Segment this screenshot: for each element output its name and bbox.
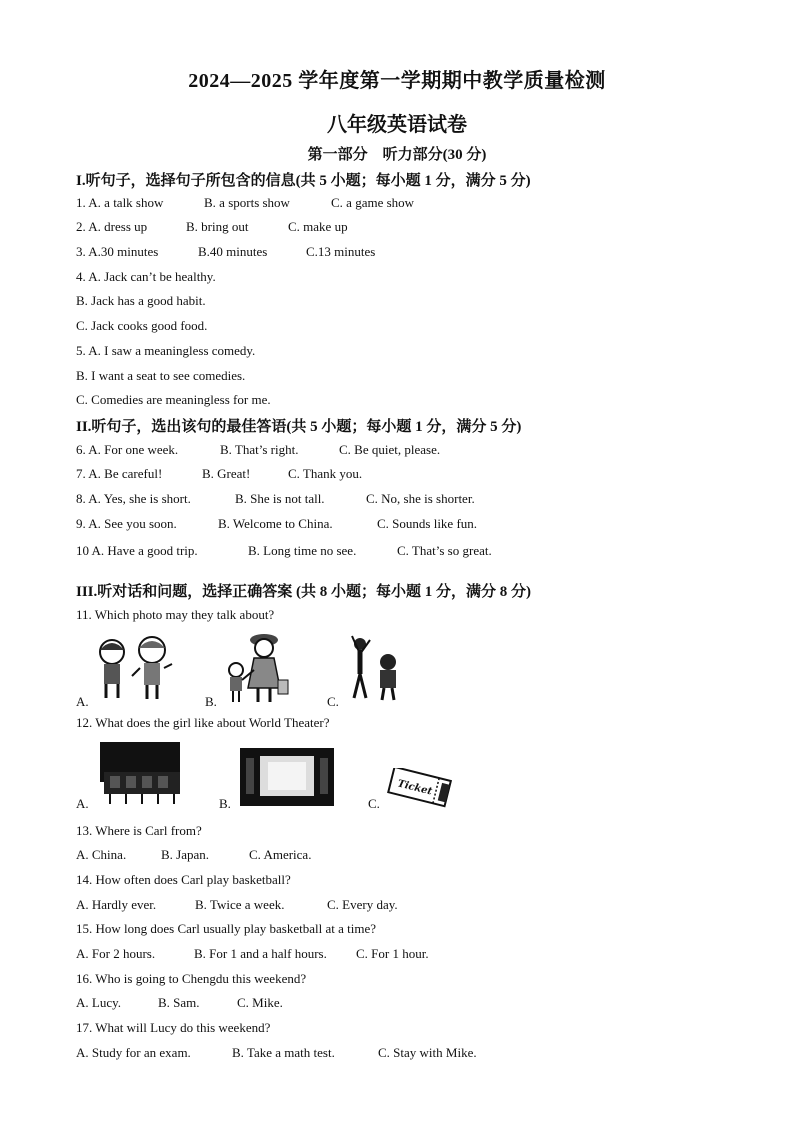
- section-2-heading: II.听句子，选出该句的最佳答语(共 5 小题；每小题 1 分，满分 5 分): [76, 419, 522, 435]
- q16-question: 16. Who is going to Chengdu this weekend?: [76, 971, 307, 986]
- q3-option-a: 3. A.30 minutes: [76, 244, 159, 259]
- q15-option-b: B. For 1 and a half hours.: [194, 946, 327, 961]
- q11-label-c: C.: [327, 694, 339, 709]
- ticket-image: [386, 768, 456, 810]
- screen-image: [240, 748, 334, 806]
- q11-question: 11. Which photo may they talk about?: [76, 607, 275, 622]
- q16-option-b: B. Sam.: [158, 995, 200, 1010]
- q8-option-c: C. No, she is shorter.: [366, 491, 475, 506]
- q16-option-a: A. Lucy.: [76, 995, 122, 1010]
- q2-option-a: 2. A. dress up: [76, 219, 148, 234]
- q10-option-b: B. Long time no see.: [248, 543, 357, 558]
- part-heading: 第一部分 听力部分(30 分): [307, 147, 487, 163]
- mother-and-child-image: [222, 630, 294, 704]
- q9-option-a: 9. A. See you soon.: [76, 516, 177, 531]
- section-3-heading: III.听对话和问题，选择正确答案 (共 8 小题；每小题 1 分，满分 8 分): [76, 584, 532, 600]
- q2-option-b: B. bring out: [186, 219, 249, 234]
- q9-option-c: C. Sounds like fun.: [377, 516, 478, 531]
- q12-label-c: C.: [368, 796, 380, 811]
- q1-option-a: 1. A. a talk show: [76, 195, 164, 210]
- q4-option-c: C. Jack cooks good food.: [76, 318, 208, 333]
- q4-option-a: 4. A. Jack can’t be healthy.: [76, 269, 216, 284]
- q8-option-b: B. She is not tall.: [235, 491, 325, 506]
- q14-question: 14. How often does Carl play basketball?: [76, 872, 291, 887]
- q5-option-a: 5. A. I saw a meaningless comedy.: [76, 343, 256, 358]
- q17-option-b: B. Take a math test.: [232, 1045, 335, 1060]
- q13-question: 13. Where is Carl from?: [76, 823, 202, 838]
- q1-option-c: C. a game show: [331, 195, 415, 210]
- q8-option-a: 8. A. Yes, she is short.: [76, 491, 191, 506]
- q14-option-c: C. Every day.: [327, 897, 398, 912]
- q16-option-c: C. Mike.: [237, 995, 283, 1010]
- q7-option-c: C. Thank you.: [288, 466, 363, 481]
- q12-question: 12. What does the girl like about World Theater?: [76, 715, 330, 730]
- q4-option-b: B. Jack has a good habit.: [76, 293, 206, 308]
- q9-option-b: B. Welcome to China.: [218, 516, 333, 531]
- q1-option-b: B. a sports show: [204, 195, 290, 210]
- q17-question: 17. What will Lucy do this weekend?: [76, 1020, 271, 1035]
- q14-option-a: A. Hardly ever.: [76, 897, 157, 912]
- ticket-text: Ticket: [396, 778, 434, 798]
- q5-option-c: C. Comedies are meaningless for me.: [76, 392, 271, 407]
- q17-option-c: C. Stay with Mike.: [378, 1045, 477, 1060]
- q13-option-b: B. Japan.: [161, 847, 210, 862]
- q3-option-b: B.40 minutes: [198, 244, 268, 259]
- q5-option-b: B. I want a seat to see comedies.: [76, 368, 246, 383]
- q13-option-c: C. America.: [249, 847, 312, 862]
- q6-option-c: C. Be quiet, please.: [339, 442, 441, 457]
- exam-subtitle: 八年级英语试卷: [327, 114, 467, 136]
- q6-option-a: 6. A. For one week.: [76, 442, 179, 457]
- q2-option-c: C. make up: [288, 219, 348, 234]
- q10-option-a: 10 A. Have a good trip.: [76, 543, 198, 558]
- q15-option-c: C. For 1 hour.: [356, 946, 429, 961]
- two-children-image: [92, 634, 178, 702]
- q15-option-a: A. For 2 hours.: [76, 946, 156, 961]
- q11-label-b: B.: [205, 694, 217, 709]
- q13-option-a: A. China.: [76, 847, 127, 862]
- dancing-people-image: [344, 632, 406, 702]
- q12-label-a: A.: [76, 796, 89, 811]
- theater-seats-image: [96, 742, 184, 806]
- q11-label-a: A.: [76, 694, 89, 709]
- q14-option-b: B. Twice a week.: [195, 897, 285, 912]
- q15-question: 15. How long does Carl usually play basketball at a time?: [76, 921, 377, 936]
- exam-title: 2024—2025 学年度第一学期期中教学质量检测: [188, 70, 606, 92]
- q7-option-b: B. Great!: [202, 466, 251, 481]
- q10-option-c: C. That’s so great.: [397, 543, 492, 558]
- q6-option-b: B. That’s right.: [220, 442, 299, 457]
- q17-option-a: A. Study for an exam.: [76, 1045, 191, 1060]
- section-1-heading: I.听句子，选择句子所包含的信息(共 5 小题；每小题 1 分，满分 5 分): [76, 173, 531, 189]
- q12-label-b: B.: [219, 796, 231, 811]
- q7-option-a: 7. A. Be careful!: [76, 466, 163, 481]
- q3-option-c: C.13 minutes: [306, 244, 376, 259]
